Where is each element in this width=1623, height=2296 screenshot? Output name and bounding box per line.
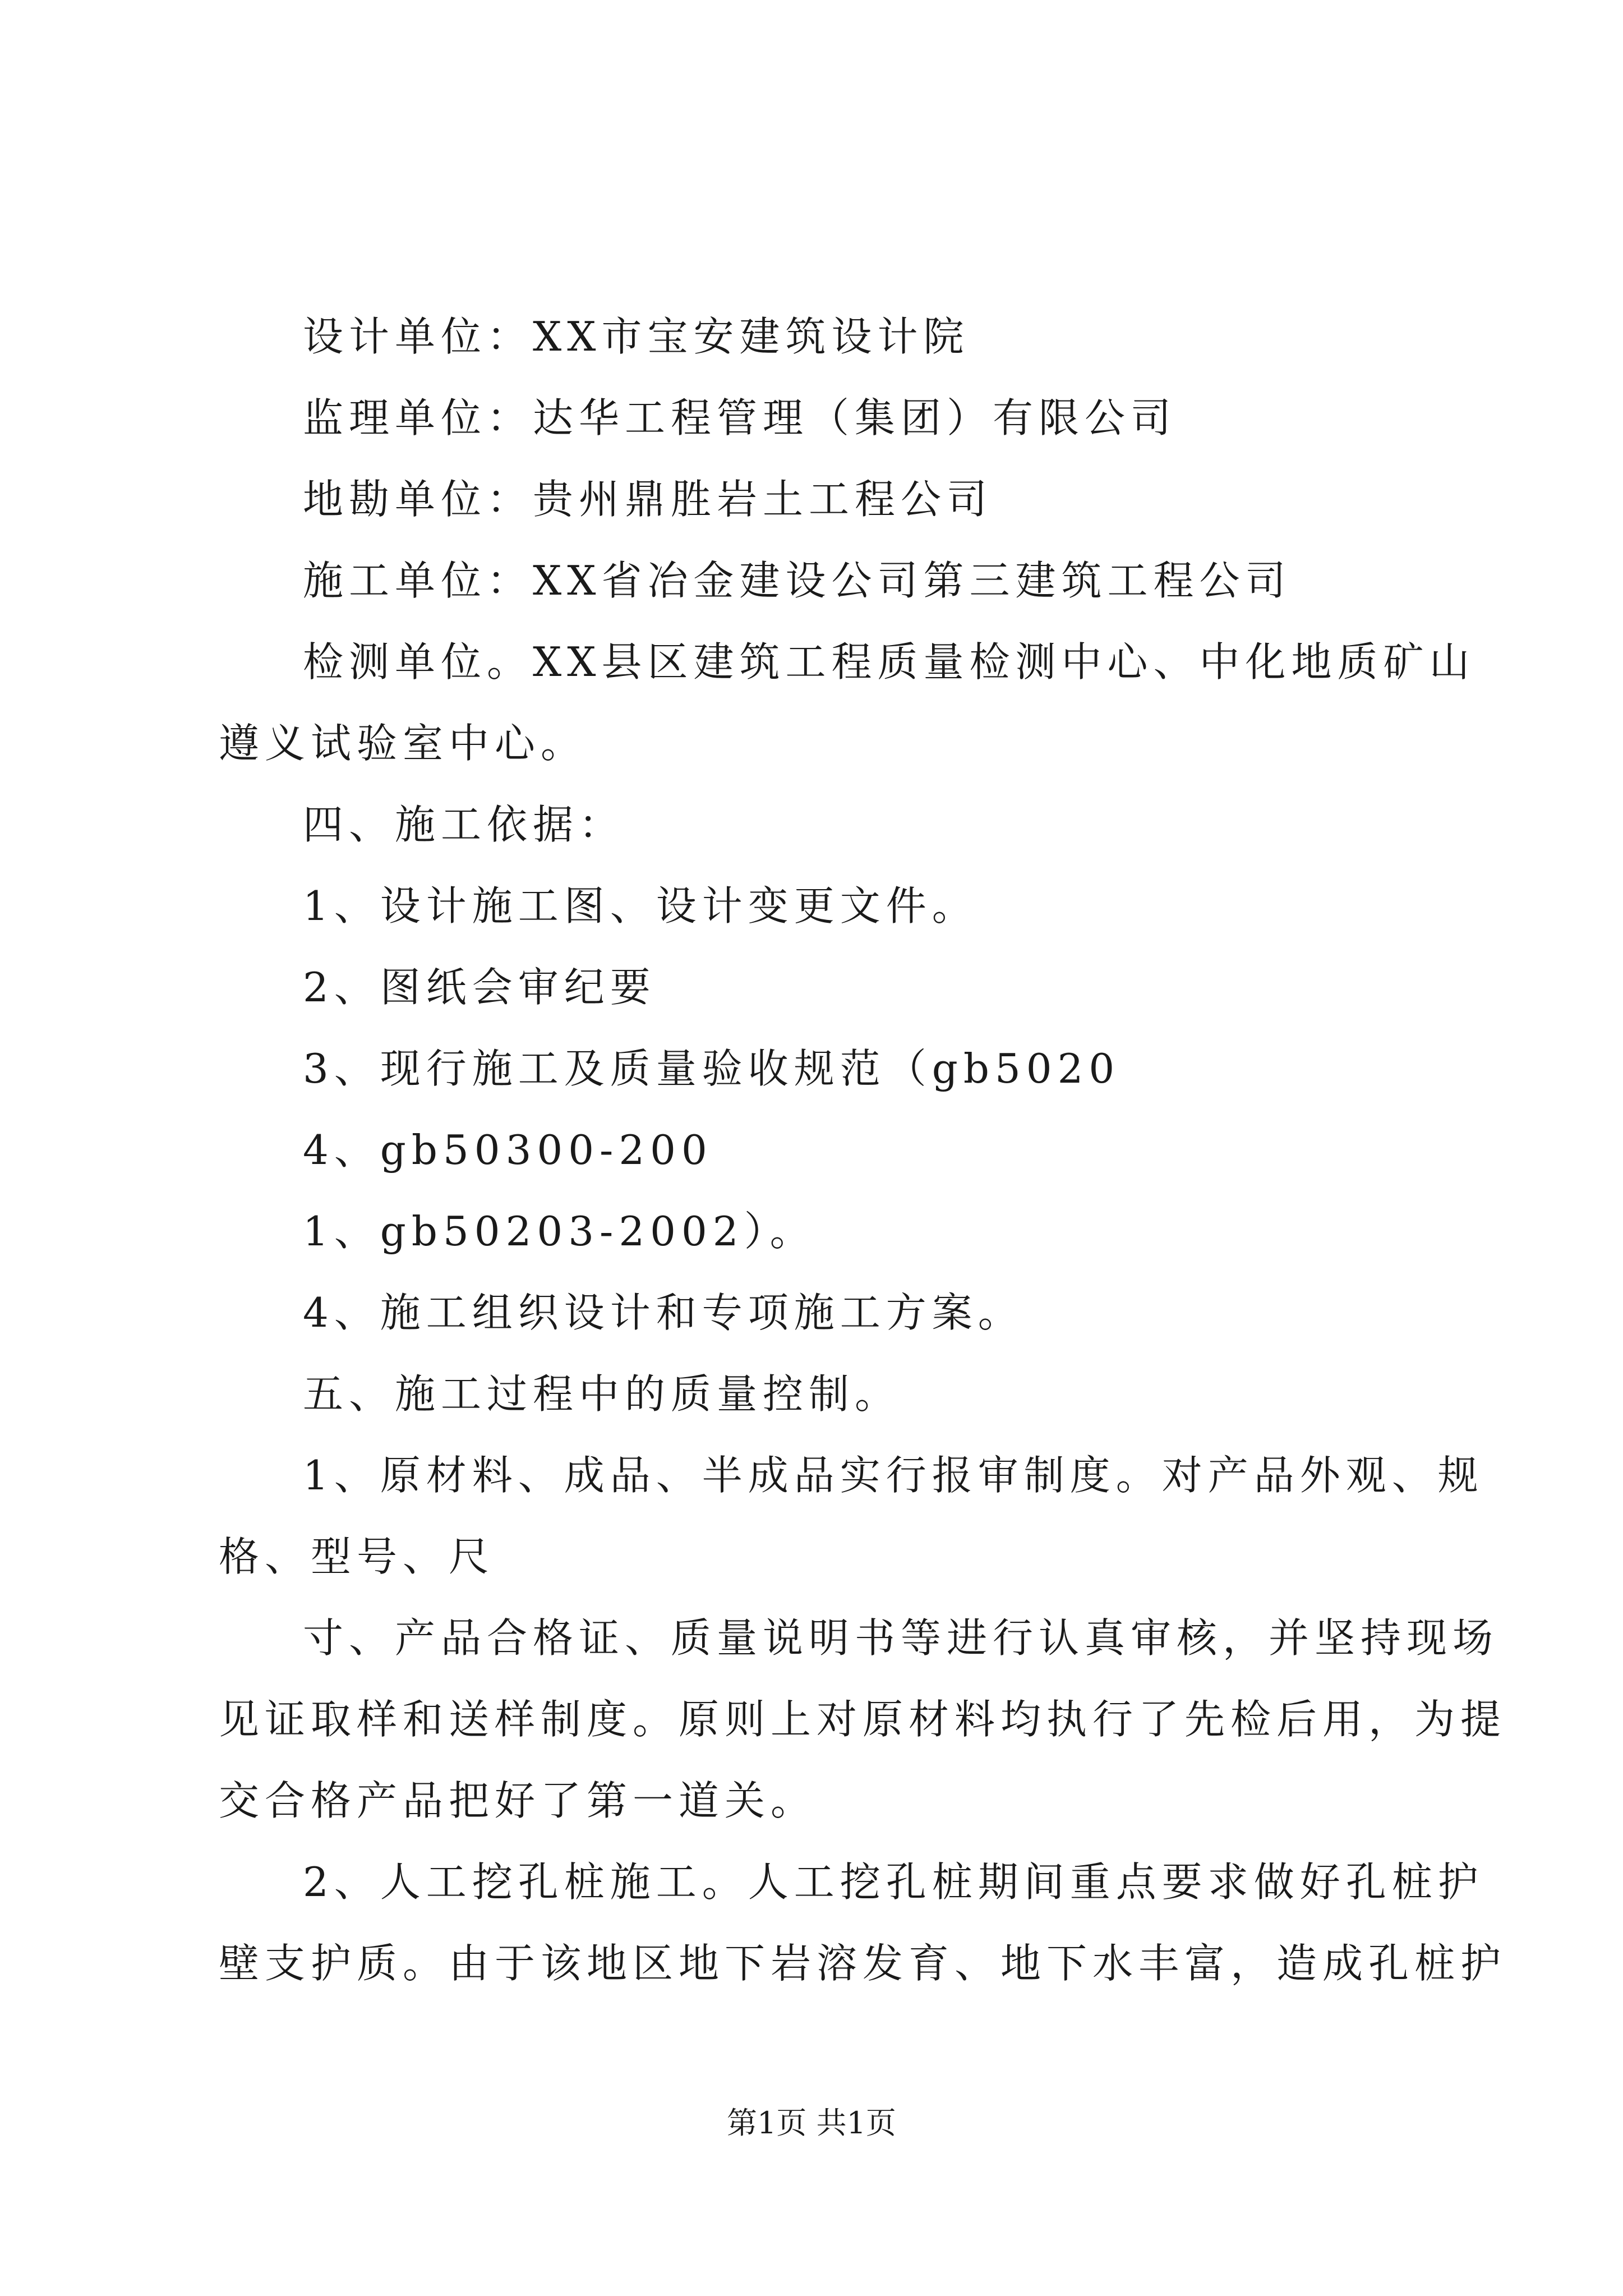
page-number-footer: 第1页 共1页 (727, 2105, 896, 2141)
text-line-testing-unit-cont: 遵义试验室中心。 (219, 720, 587, 767)
paragraph-line: 壁支护质。由于该地区地下岩溶发育、地下水丰富，造成孔桩护 (219, 1940, 1507, 1987)
paragraph-line: 1、原材料、成品、半成品实行报审制度。对产品外观、规 (303, 1452, 1484, 1499)
list-item: 2、图纸会审纪要 (303, 964, 656, 1011)
paragraph-line: 格、型号、尺 (219, 1533, 495, 1580)
text-line-survey-unit: 地勘单位：贵州鼎胜岩土工程公司 (303, 476, 993, 523)
section-heading-quality: 五、施工过程中的质量控制。 (303, 1370, 901, 1418)
list-item: 1、gb50203-2002）。 (303, 1208, 816, 1255)
paragraph-line: 交合格产品把好了第一道关。 (219, 1777, 817, 1824)
paragraph-line: 2、人工挖孔桩施工。人工挖孔桩期间重点要求做好孔桩护 (303, 1858, 1484, 1906)
text-line-supervision-unit: 监理单位：达华工程管理（集团）有限公司 (303, 394, 1177, 441)
section-heading-basis: 四、施工依据： (303, 801, 625, 848)
text-line-design-unit: 设计单位：XX市宝安建筑设计院 (303, 313, 970, 360)
list-item: 1、设计施工图、设计变更文件。 (303, 882, 978, 930)
list-item: 4、施工组织设计和专项施工方案。 (303, 1289, 1024, 1336)
list-item: 3、现行施工及质量验收规范（gb5020 (303, 1045, 1121, 1092)
text-line-construction-unit: 施工单位：XX省冶金建设公司第三建筑工程公司 (303, 557, 1292, 604)
paragraph-line: 寸、产品合格证、质量说明书等进行认真审核，并坚持现场 (303, 1614, 1499, 1662)
list-item: 4、gb50300-200 (303, 1126, 713, 1174)
text-line-testing-unit: 检测单位。XX县区建筑工程质量检测中心、中化地质矿山 (303, 638, 1476, 685)
paragraph-line: 见证取样和送样制度。原则上对原材料均执行了先检后用，为提 (219, 1696, 1507, 1743)
